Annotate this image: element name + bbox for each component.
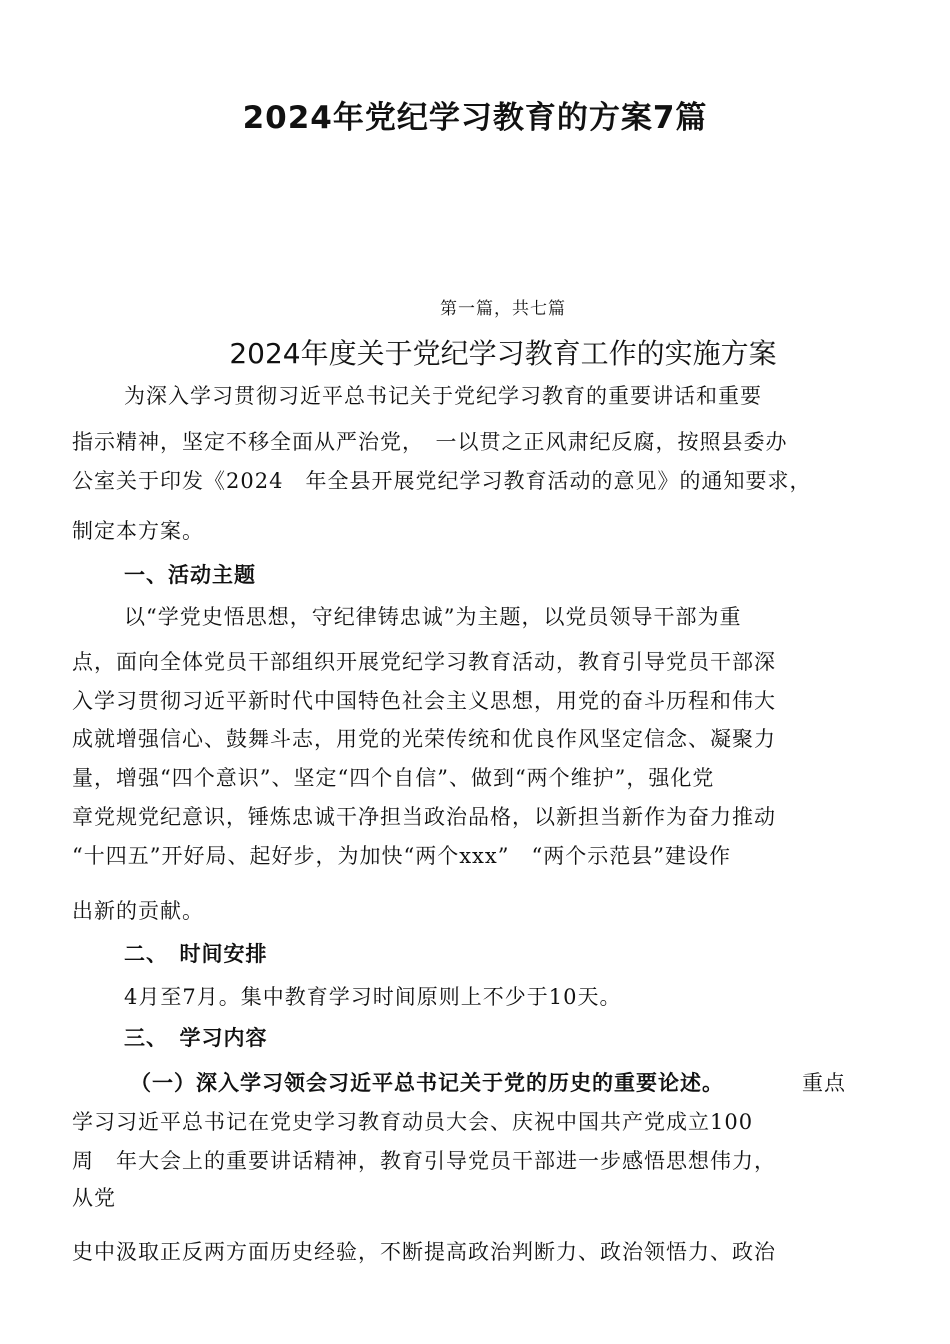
paragraph-line: 点，面向全体党员干部组织开展党纪学习教育活动，教育引导党员干部深 <box>72 650 776 674</box>
paragraph-line: 出新的贡献。 <box>72 899 204 923</box>
document-title: 2024年党纪学习教育的方案7篇 <box>242 100 708 136</box>
paragraph-line: 周 年大会上的重要讲话精神，教育引导党员干部进一步感悟思想伟力， <box>72 1149 776 1173</box>
paragraph-line: 成就增强信心、鼓舞斗志，用党的光荣传统和优良作风坚定信念、凝聚力 <box>72 727 776 751</box>
section-heading: 三、 学习内容 <box>124 1026 268 1050</box>
paragraph-line: 重点 <box>802 1071 846 1095</box>
section-heading: 一、活动主题 <box>124 563 256 587</box>
paragraph-line: 指示精神，坚定不移全面从严治党， 一以贯之正风肃纪反腐，按照县委办 <box>72 430 788 454</box>
paragraph-line: 4月至7月。集中教育学习时间原则上不少于10天。 <box>124 985 622 1009</box>
paragraph-line: 量，增强“四个意识”、坚定“四个自信”、做到“两个维护”，强化党 <box>72 766 715 790</box>
section-heading: 二、 时间安排 <box>124 942 268 966</box>
paragraph-line: 章党规党纪意识，锤炼忠诚干净担当政治品格，以新担当新作为奋力推动 <box>72 805 776 829</box>
subsection-heading: （一）深入学习领会习近平总书记关于党的历史的重要论述。 <box>130 1070 724 1095</box>
part-indicator: 第一篇，共七篇 <box>440 299 566 319</box>
paragraph-line: 为深入学习贯彻习近平总书记关于党纪学习教育的重要讲话和重要 <box>124 384 762 408</box>
paragraph-line: 公室关于印发《2024 年全县开展党纪学习教育活动的意见》的通知要求， <box>72 469 812 493</box>
paragraph-line: “十四五”开好局、起好步，为加快“两个xxx” “两个示范县”建设作 <box>72 844 731 868</box>
part-title: 2024年度关于党纪学习教育工作的实施方案 <box>229 337 777 370</box>
paragraph-line: 从党 <box>72 1186 116 1210</box>
paragraph-line: 史中汲取正反两方面历史经验，不断提高政治判断力、政治领悟力、政治 <box>72 1240 776 1264</box>
paragraph-line: 学习习近平总书记在党史学习教育动员大会、庆祝中国共产党成立100 <box>72 1110 754 1134</box>
paragraph-line: 制定本方案。 <box>72 519 204 543</box>
paragraph-line: 以“学党史悟思想，守纪律铸忠诚”为主题，以党员领导干部为重 <box>124 605 742 629</box>
paragraph-line: 入学习贯彻习近平新时代中国特色社会主义思想，用党的奋斗历程和伟大 <box>72 689 776 713</box>
